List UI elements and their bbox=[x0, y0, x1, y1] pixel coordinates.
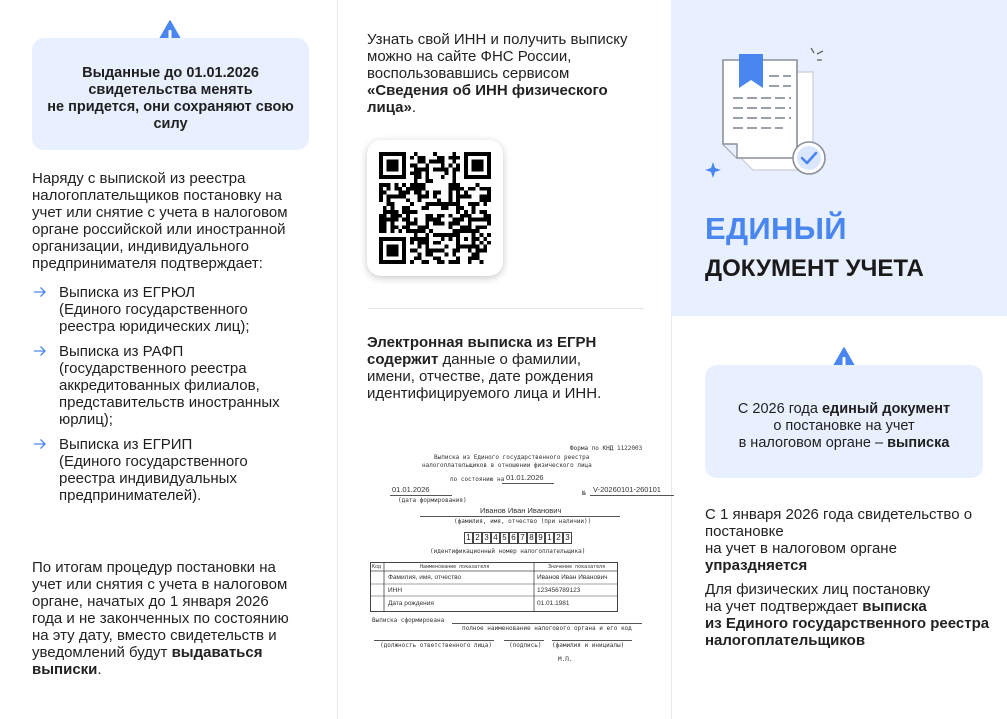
inn-digit-cell: 1 bbox=[464, 532, 473, 544]
extract-description: Электронная выписка из ЕГРН содержит данные о фамилии, имени, отчестве, дате рождения идентифицируемого лица и ИНН. bbox=[367, 334, 602, 402]
intro-line: учет или снятие с учета в налоговом bbox=[32, 204, 288, 221]
right-column bbox=[671, 0, 1007, 719]
asof-label: по состоянию на bbox=[450, 476, 505, 483]
org-caption: полное наименование налогового органа и его код bbox=[462, 625, 632, 632]
notice-line: свидетельства менять bbox=[88, 82, 253, 98]
form-number: V-20260101-260101 bbox=[593, 485, 661, 494]
form-title: Выписка из Единого государственного реестра bbox=[434, 454, 590, 461]
inn-service-paragraph: Узнать свой ИНН и получить выписку можно на сайте ФНС России, воспользовавшись сервисом «Сведения об ИНН физического лица». bbox=[367, 31, 628, 116]
table-cell: Фамилия, имя, отчество bbox=[388, 574, 462, 581]
form-title: налогоплательщиков в отношении физического лица bbox=[422, 462, 592, 469]
inn-digit-cell: 7 bbox=[518, 532, 527, 544]
inn-digit-cell: 1 bbox=[545, 532, 554, 544]
arrow-right-icon bbox=[32, 343, 48, 359]
page-title: ДОКУМЕНТ УЧЕТА bbox=[705, 255, 924, 282]
notice-box bbox=[32, 38, 309, 150]
inn-digit-cell: 3 bbox=[482, 532, 491, 544]
section-divider bbox=[368, 308, 644, 309]
inn-digit-cell: 8 bbox=[527, 532, 536, 544]
abolition-paragraph: С 1 января 2026 года свидетельство о постановке на учет в налоговом органе упраздняется bbox=[705, 506, 973, 574]
inn-digit-cell: 5 bbox=[500, 532, 509, 544]
name-caption: (фамилия, имя, отчество (при наличии)) bbox=[454, 518, 592, 525]
inn-digit-cell: 3 bbox=[563, 532, 572, 544]
list-item: Выписка из ЕГРЮЛ (Единого государственного реестра юридических лиц); bbox=[32, 284, 322, 335]
page-title-accent: ЕДИНЫЙ bbox=[705, 211, 847, 246]
notice-line: силу bbox=[153, 116, 188, 132]
intro-line: организации, индивидуального bbox=[32, 238, 249, 255]
left-column bbox=[0, 0, 337, 719]
qr-code[interactable] bbox=[367, 140, 503, 276]
intro-line: предпринимателя подтверждает: bbox=[32, 255, 263, 272]
middle-column bbox=[338, 0, 671, 719]
extract-form-sample: Форма по КНД 1122003 Выписка из Единого государственного реестра налогоплательщиков в отношении физического лица по состоянию на 01.01.2026 01.01.2026 (дата формирования) № V-20260101-260101 Иванов Иван Иванович (фамилия, имя, отчество (при наличии)) 1 2 3 4 5 6 7 8 9 1 2 3 (идентификационный номер налогоплательщика) Код Наименование показателя Значение показателя Фамилия, имя, отчество Иванов Иван Иванович ИНН 123456789123 Дата рождения 01.01.1981 Выписка сформирована полное наименование налогового органа и его код (должность ответственного лица) (подпись) (фамилия и инициалы) М.П. bbox=[362, 440, 674, 670]
intro-line: налогоплательщиков постановку на bbox=[32, 187, 282, 204]
person-name: Иванов Иван Иванович bbox=[480, 506, 562, 515]
signed-label: Выписка сформирована bbox=[372, 617, 445, 624]
list-item: Выписка из ЕГРИП (Единого государственного реестра индивидуальных предпринимателей). bbox=[32, 436, 322, 504]
individuals-paragraph: Для физических лиц постановку на учет подтверждает выписка из Единого государственного реестра налогоплательщиков bbox=[705, 581, 990, 649]
inn-digit-cell: 9 bbox=[536, 532, 545, 544]
hero-panel bbox=[671, 0, 1007, 316]
inn-digit-cell: 2 bbox=[554, 532, 563, 544]
table-cell: ИНН bbox=[388, 587, 403, 594]
intro-line: органе российской или иностранной bbox=[32, 221, 286, 238]
notice-line: не придется, они сохраняют свою bbox=[47, 99, 294, 115]
intro-paragraph bbox=[32, 170, 322, 272]
table-cell: 123456789123 bbox=[537, 587, 581, 594]
asof-date: 01.01.2026 bbox=[506, 473, 544, 482]
qr-code-image bbox=[379, 152, 491, 264]
arrow-right-icon bbox=[32, 284, 48, 300]
list-item: Выписка из РАФП (государственного реестра аккредитованных филиалов, представительств иностранных юрлиц); bbox=[32, 343, 322, 428]
form-code: Форма по КНД 1122003 bbox=[570, 445, 643, 452]
table-cell: Иванов Иван Иванович bbox=[537, 574, 608, 581]
form-date: 01.01.2026 bbox=[392, 485, 430, 494]
date-caption: (дата формирования) bbox=[398, 497, 467, 504]
document-check-icon bbox=[703, 42, 833, 187]
notice-line: Выданные до 01.01.2026 bbox=[82, 65, 259, 81]
inn-digit-cell: 4 bbox=[491, 532, 500, 544]
inn-digit-cell: 2 bbox=[473, 532, 482, 544]
final-paragraph: По итогам процедур постановки на учет или снятия с учета в налоговом органе, начатых до 1 января 2026 года и не законченных по состоянию на эту дату, вместо свидетельств и уведомлений будут выдаваться выписки. bbox=[32, 559, 289, 678]
table-cell: Дата рождения bbox=[388, 600, 434, 607]
inn-digit-cell: 6 bbox=[509, 532, 518, 544]
stamp-place: М.П. bbox=[558, 656, 573, 663]
arrow-right-icon bbox=[32, 436, 48, 452]
table-cell: 01.01.1981 bbox=[537, 600, 570, 607]
intro-line: Наряду с выпиской из реестра bbox=[32, 170, 246, 187]
inn-caption: (идентификационный номер налогоплательщика) bbox=[430, 548, 586, 555]
notice-box: С 2026 года единый документ о постановке на учет в налоговом органе – выписка bbox=[705, 365, 983, 478]
